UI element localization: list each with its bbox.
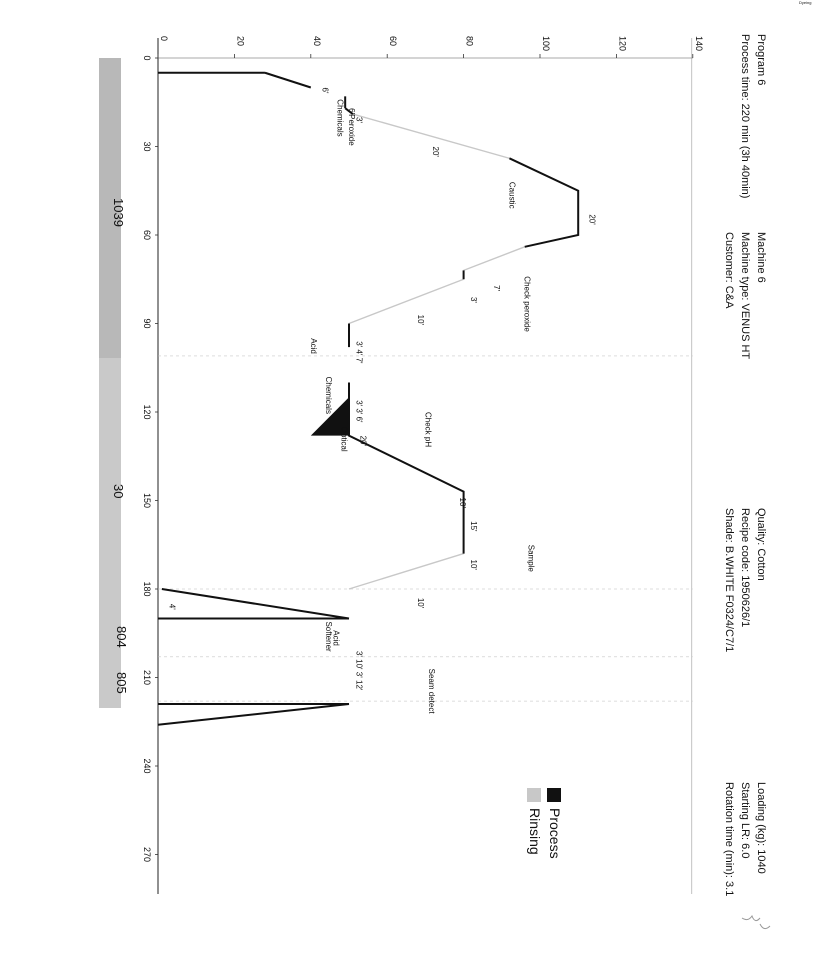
- legend-process-swatch: [547, 788, 561, 802]
- annotation-19: 15': [469, 521, 479, 532]
- annotation-8: 7': [492, 285, 502, 292]
- legend-process-label: Process: [547, 808, 563, 859]
- x-tick-label-240: 240: [142, 758, 152, 774]
- y-tick-label-80: 80: [464, 36, 475, 47]
- header-shade: Shade: B.WHITE F0324/C7/1: [723, 508, 735, 653]
- annotation-0: Chemicals: [335, 99, 345, 137]
- header-machine-type: Machine type: VENUS HT: [739, 232, 751, 360]
- x-tick-label-30: 30: [142, 141, 152, 152]
- rinsing-segment-1: [464, 247, 525, 271]
- annotation-6: 20': [587, 214, 597, 225]
- corner-mark: Dyeing: [799, 0, 812, 5]
- annotation-16: Optical: [339, 426, 349, 452]
- y-tick-label-60: 60: [388, 36, 399, 47]
- annotation-24: Softener: [324, 621, 334, 652]
- process-segment-6: [349, 383, 464, 554]
- y-tick-label-120: 120: [617, 36, 628, 52]
- legend-rinsing-swatch: [527, 788, 541, 802]
- x-tick-label-60: 60: [142, 229, 152, 241]
- x-tick-label-180: 180: [142, 581, 152, 597]
- legend: [527, 788, 563, 859]
- y-tick-label-20: 20: [235, 36, 246, 47]
- annotation-22: 10': [415, 597, 425, 609]
- process-segment-7: [162, 589, 349, 619]
- process-segment-8: [158, 704, 349, 725]
- footer-number-804: 804: [114, 626, 129, 648]
- header-process-time: Process time: 220 min (3h 40min): [739, 34, 751, 199]
- annotation-3: 3': [354, 117, 364, 123]
- x-tick-label-210: 210: [142, 669, 152, 686]
- process-segment-0: [265, 73, 311, 88]
- annotation-20: Sample: [526, 544, 536, 572]
- y-tick-label-40: 40: [311, 36, 322, 47]
- annotation-14: Chemicals: [324, 376, 334, 414]
- annotation-18: 10': [457, 497, 467, 508]
- annotation-21: 10': [469, 559, 479, 570]
- rinsing-segment-3: [349, 554, 464, 589]
- footer-number-30: 30: [111, 484, 126, 499]
- y-tick-label-0: 0: [159, 36, 169, 42]
- header-program: Program 6: [755, 34, 767, 86]
- legend-rinsing-label: Rinsing: [527, 808, 543, 855]
- annotation-1: 6': [320, 87, 330, 94]
- y-tick-label-100: 100: [541, 36, 551, 52]
- annotation-15: Check pH: [423, 412, 433, 448]
- header-machine: Machine 6: [755, 232, 767, 283]
- plot-area: [142, 36, 704, 894]
- header-block: [723, 34, 767, 896]
- x-tick-label-270: 270: [142, 846, 152, 863]
- annotation-23: 4': [167, 603, 177, 610]
- annotation-12: Acid: [308, 338, 318, 354]
- x-tick-label-120: 120: [142, 404, 152, 420]
- y-tick-label-140: 140: [693, 36, 704, 52]
- annotation-25: Acid: [331, 630, 341, 646]
- header-quality: Quality: Cotton: [755, 508, 767, 581]
- x-tick-label-0: 0: [142, 55, 152, 61]
- header-loading: Loading (kg): 1040: [755, 782, 767, 874]
- footer-number-1039: 1039: [111, 198, 126, 227]
- annotation-7: Check peroxide: [522, 276, 532, 332]
- annotation-11: 3' 4' 7': [354, 341, 364, 364]
- header-recipe-code: Recipe code: 1950626/1: [739, 508, 751, 628]
- x-tick-label-90: 90: [142, 318, 152, 329]
- annotation-17: 20': [358, 435, 368, 447]
- handwritten-mark: [742, 916, 770, 929]
- process-segment-3: [509, 158, 578, 247]
- annotation-26: 3' 10' 3' 12': [354, 650, 364, 691]
- annotation-4: 20': [431, 146, 441, 157]
- annotation-2: 6'Peroxide: [347, 108, 356, 146]
- rinsing-segment-2: [349, 279, 464, 323]
- annotation-13: 3' 3' 6': [354, 400, 364, 423]
- footer-number-805: 805: [114, 672, 129, 694]
- header-rotation-time: Rotation time (min): 3.1: [723, 782, 735, 897]
- header-customer: Customer: C&A: [723, 232, 735, 309]
- x-tick-label-150: 150: [142, 492, 152, 509]
- annotation-9: 3': [469, 296, 479, 303]
- header-starting-lr: Starting LR: 6.0: [739, 782, 751, 859]
- annotation-5: Caustic: [507, 181, 517, 209]
- annotation-10: 10': [415, 314, 425, 326]
- annotation-27: Seam detect: [427, 668, 437, 714]
